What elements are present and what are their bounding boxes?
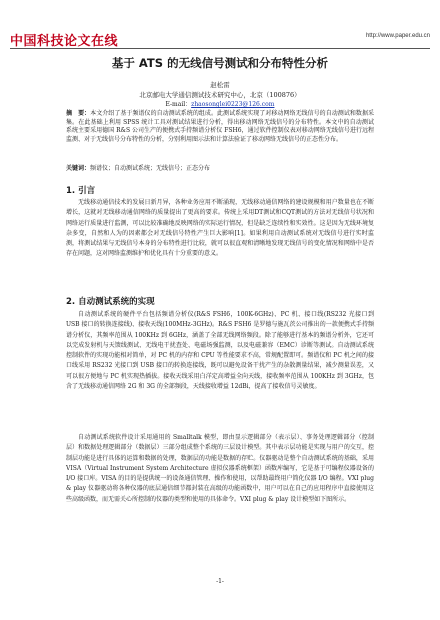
email-link[interactable]: zhaosonglei0223@126.com bbox=[191, 101, 275, 108]
page-number: -1- bbox=[216, 578, 224, 585]
email-line bbox=[20, 99, 420, 108]
section-heading-system: 2. 自动测试系统的实现 bbox=[66, 297, 155, 307]
keywords-label: 关键词： bbox=[66, 165, 91, 172]
system-paragraph-2: 自动测试系统软件设计采用通用的 Smalltalk 模型，即由显示逻辑部分（表示层）、事务处理逻辑部分（控制层）和数据处理逻辑部分（数据层）三部分组成整个系统的三层设计模型。其中表示层功能是实现与用户的交互，控制层功能是进行具体的运算和数据的处理，数据层的功能是数据的存贮。仪器驱动是整个自动测试系统的基础，采用 VISA（Virtual Instrument System Architecture 虚拟仪器系统框架）函数库编写，它是基于可编程仪器设备的 I/O 接口库。VISA 的目的是提供统一的设备通信管理、操作和使用，以帮助最终用户简化仪器 I/O 编程。VXI plug & play 仪器驱动将各种仪器的底层通信细节都封装在高级的功能函数中，用户可以在自己的应用程序中直接使用这些高级函数，而无需关心所控制的仪器的类型和使用的具体命令。VXI plug & play 设计模型如下图所示。 bbox=[66, 434, 374, 503]
keywords bbox=[66, 163, 374, 172]
site-logo[interactable]: 中国科技论文在线 bbox=[10, 34, 119, 49]
header-divider bbox=[10, 48, 430, 49]
site-url[interactable]: http://www.paper.edu.cn bbox=[365, 33, 430, 39]
keywords-text: 频谱仪；自动测试系统；无线信号；正态分布 bbox=[90, 165, 211, 172]
abstract-label: 摘 要： bbox=[66, 110, 91, 117]
site-header bbox=[10, 30, 430, 50]
system-paragraph-1: 自动测试系统的硬件平台包括频谱分析仪(R&S FSH6，100K-6GHz)、PC 机、接口线(RS232 光接口到 USB 接口的转换连接线)、接收天线(100MHz-3GHz)。R&S FSH6 是罗德与施瓦茨公司推出的一款便携式手持频谱分析仪，其频率范围从 100KHz 到 6GHz，涵盖了全部无线网络频段。除了能够进行基本的频谱分析外，它还可以完成发射机与天馈线测试、无线电干扰查处、电磁场强监测，以及电磁兼容（EMC）诊断等测试。自动测试系统控制软件的实现功能相对简单，对 PC 机的内存和 CPU 等性能要求不高，常规配置即可。频谱仪和 PC 机之间的接口线采用 RS232 光接口到 USB 接口的转换连接线，既可以避免设备干扰产生的杂散测量结果，减少测量误差，又可以很方便地与 PC 机实现热插拔。接收天线采用白洋定高增益全向天线，接收频率范围从 100KHz 到 3GHz，包含了无线移动通信网络 2G 和 3G 的全部频段，天线接收增益 12dBi，提高了接收信号灵敏度。 bbox=[66, 311, 374, 391]
paper-title: 基于 ATS 的无线信号测试和分布特性分析 bbox=[111, 56, 329, 70]
email-label: E-mail： bbox=[165, 101, 192, 108]
intro-paragraph: 无线移动通信技术的发展日新月异，各种业务应用不断涌现，无线移动通信网络的建设规模和用户数量也在不断增长，这就对无线移动通信网络的质量提出了更高的要求。传统上采用DT测试和CQT测试的方法对无线信号状况和网络运行质量进行监测，可以比较准确地反映网络的实际运行情况，但是缺乏连续性和实效性。这是因为无线环境复杂多变，自然和人为的因素都会对无线信号特性产生巨大影响[1]。如果利用自动测试系统对无线信号进行实时监测，将测试结果与无线信号本身的分布特性进行比较，就可以很直观和清晰地发现无线信号的变化情况和网络中是否存在问题，这对网络监测维护和优化具有十分重要的意义。 bbox=[66, 199, 374, 258]
abstract-text: 本文介绍了基于频谱仪的自动测试系统的组成。此测试系统实现了对移动网络无线信号的自动测试和数据采集。在此基础上利用 SPSS 统计工具对测试结果进行分析，得出移动网络无线信号的分布特性。本文中的自动测试系统主要采用德国 R&S 公司生产的便携式手持频谱分析仪 FSH6，通过软件控制仪表对移动网络无线信号进行远程监测、对于无线信号分布特性的分析，分别利用图示法和计算法验证了移动网络无线信号的正态性分布。 bbox=[66, 110, 374, 143]
paper-affiliation: 北京邮电大学通信测试技术研究中心，北京（100876） bbox=[139, 91, 301, 99]
paper-author: 赵松雷 bbox=[210, 81, 230, 89]
abstract bbox=[66, 110, 374, 144]
section-heading-intro: 1. 引言 bbox=[66, 186, 96, 196]
